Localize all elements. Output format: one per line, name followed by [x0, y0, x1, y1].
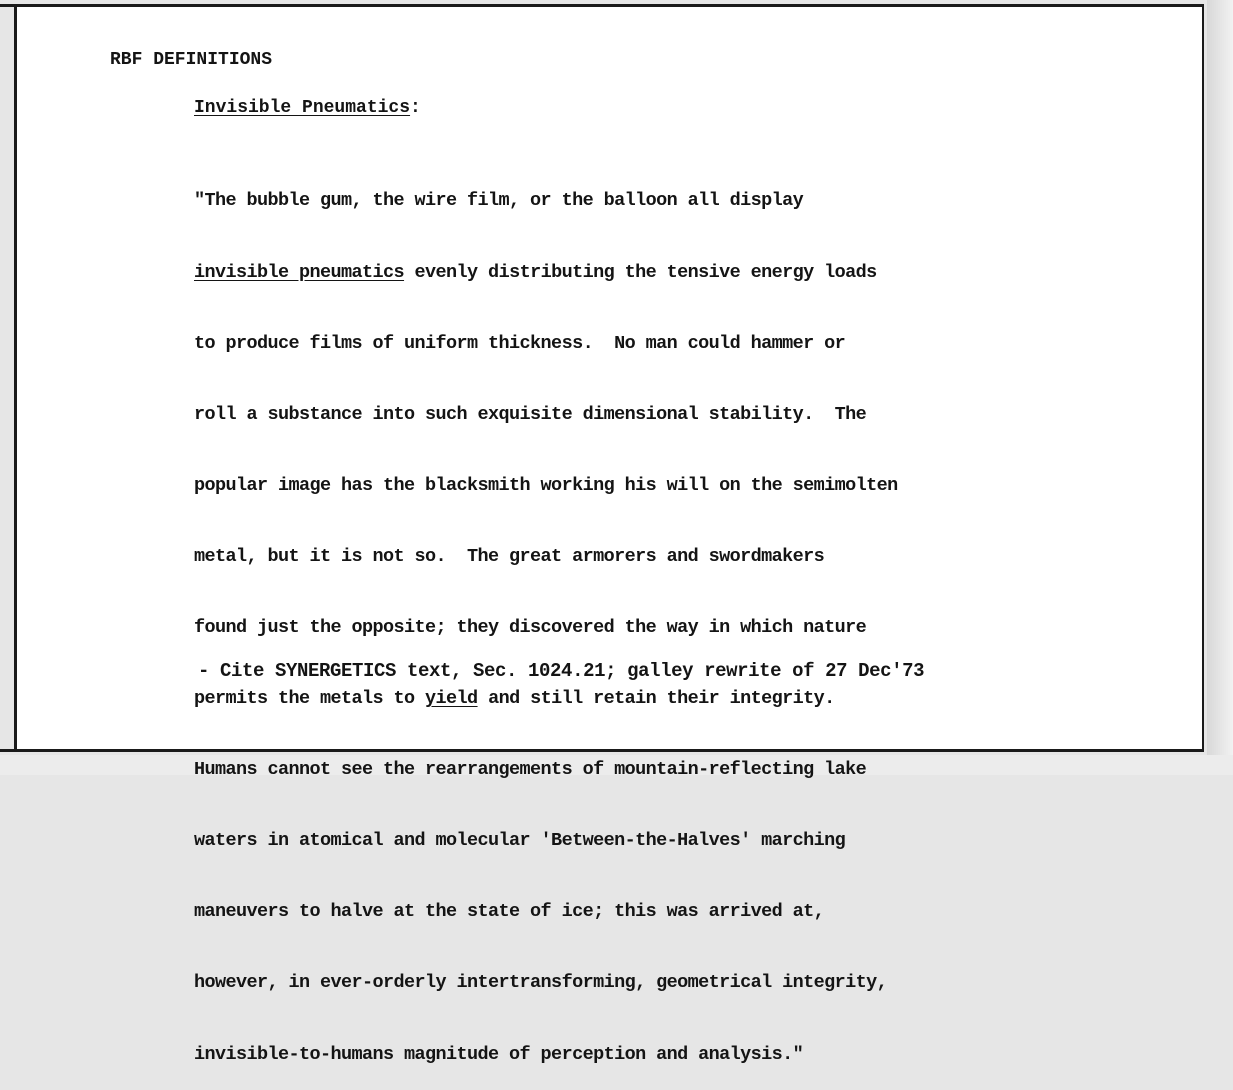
outer-frame-top [0, 4, 14, 7]
quote-line [194, 261, 898, 285]
definition-title-text: Invisible Pneumatics [194, 98, 411, 118]
quote-line: "The bubble gum, the wire film, or the balloon all display [194, 190, 804, 212]
quote-emphasis: yield [425, 688, 478, 710]
definition-title-colon: : [410, 98, 421, 118]
citation: - Cite SYNERGETICS text, Sec. 1024.21; galley rewrite of 27 Dec'73 [198, 660, 925, 682]
quote-line [194, 687, 898, 711]
quote-line-text: and still retain their integrity. [477, 688, 835, 710]
page-edge-shadow [1207, 0, 1233, 775]
definition-title [194, 98, 421, 118]
quote-line: found just the opposite; they discovered the way in which nature [194, 616, 867, 638]
definition-quote [194, 142, 898, 1090]
quote-line: to produce films of uniform thickness. No man could hammer or [194, 332, 846, 354]
quote-line: roll a substance into such exquisite dimensional stability. The [194, 403, 867, 425]
quote-line-text: permits the metals to [194, 688, 426, 710]
quote-line: waters in atomical and molecular 'Between-the-Halves' marching [194, 830, 846, 852]
document-header: RBF DEFINITIONS [110, 50, 273, 70]
quote-line: Humans cannot see the rearrangements of mountain-reflecting lake [194, 759, 867, 781]
quote-line: metal, but it is not so. The great armorers and swordmakers [194, 545, 825, 567]
quote-line: however, in ever-orderly intertransforming, geometrical integrity, [194, 972, 888, 994]
quote-line: popular image has the blacksmith working his will on the semimolten [194, 474, 898, 496]
quote-emphasis: invisible pneumatics [194, 261, 405, 283]
quote-line-text: evenly distributing the tensive energy loads [404, 261, 877, 283]
quote-line: maneuvers to halve at the state of ice; this was arrived at, [194, 901, 825, 923]
outer-frame-bottom [0, 749, 14, 752]
quote-line: invisible-to-humans magnitude of perception and analysis." [194, 1043, 804, 1065]
